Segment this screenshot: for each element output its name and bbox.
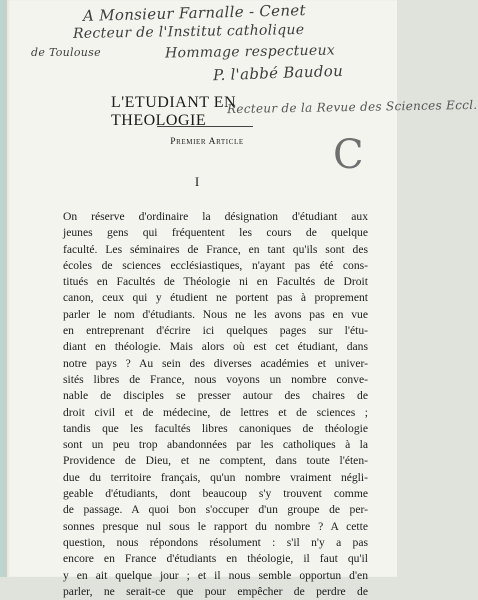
- body-line: faculté. Les séminaires de France, en tant qu'ils sont des: [63, 242, 368, 256]
- article-subtitle: Premier Article: [170, 137, 244, 147]
- body-line: sités libres de France, nous voyons un nombre conve-: [63, 372, 368, 386]
- body-line: due du territoire français, qu'un nombre vraiment négli-: [63, 470, 368, 484]
- body-line: sont un peu trop abandonnées par les catholiques à la: [63, 438, 368, 452]
- scanned-page: [6, 0, 478, 598]
- body-line: canon, ceux qui y étudient ne portent pas à proprement: [63, 291, 368, 305]
- body-line: tandis que les facultés libres canoniques de théologie: [63, 421, 368, 435]
- body-line: geable d'étudiants, dont beaucoup s'y trouvent comme: [63, 487, 368, 501]
- body-line: en entreprenant d'écrire ici quelques pages sur l'étu-: [63, 324, 368, 338]
- body-line: Providence de Dieu, et ne comptent, dans toute l'éten-: [63, 454, 368, 468]
- handwritten-dedication-line-1: A Monsieur Farnalle - Cenet: [82, 1, 307, 25]
- handwritten-dedication-line-3: de Toulouse: [31, 46, 101, 59]
- body-line: titués en Facultés de Théologie ni en Facultés de Droit: [63, 275, 368, 289]
- section-number: I: [194, 174, 200, 189]
- body-line: écoles de sciences ecclésiastiques, n'ayant pas été cons-: [63, 258, 368, 272]
- handwritten-c-mark: C: [333, 132, 364, 178]
- body-line: notre pays ? Au sein des diverses académies et univer-: [63, 356, 368, 370]
- body-line: sonnes presque nul sous le rapport du nombre ? A cette: [63, 519, 368, 533]
- body-line: y en ait quelque jour ; et il nous semble opportun d'en: [63, 568, 368, 582]
- article-body: [63, 209, 368, 600]
- handwritten-signature: P. l'abbé Baudou: [212, 61, 344, 85]
- body-line: question, nous répondons résolument : s'il n'y a pas: [63, 535, 368, 549]
- handwritten-dedication-line-4: Hommage respectueux: [164, 42, 336, 62]
- handwritten-dedication-line-2: Recteur de l'Institut catholique: [72, 21, 305, 43]
- body-line: On réserve d'ordinaire la désignation d'étudiant aux: [63, 210, 368, 223]
- body-line: jeunes gens qui fréquentent les cours de quelque: [63, 226, 368, 240]
- body-line: encore en France d'étudiants en théologie, il faut qu'il: [63, 552, 368, 566]
- article-title: L'ETUDIANT EN THEOLOGIE: [111, 94, 237, 129]
- body-line: parler, ne serait-ce que pour empêcher de perdre de: [63, 584, 368, 598]
- title-divider: [157, 126, 253, 127]
- body-line: nable de disciples se presser autour des chaires de: [63, 389, 368, 403]
- body-line: de passage. A quoi bon s'occuper d'un groupe de per-: [63, 503, 368, 517]
- handwritten-note: Recteur de la Revue des Sciences Eccl.: [226, 97, 478, 117]
- body-line: droit civil et de médecine, de lettres et de sciences ;: [63, 405, 368, 419]
- body-line: diant en théologie. Mais alors où est cet étudiant, dans: [63, 340, 368, 354]
- body-line: parler le nom d'étudiants. Nous ne les avons pas en vue: [63, 307, 368, 321]
